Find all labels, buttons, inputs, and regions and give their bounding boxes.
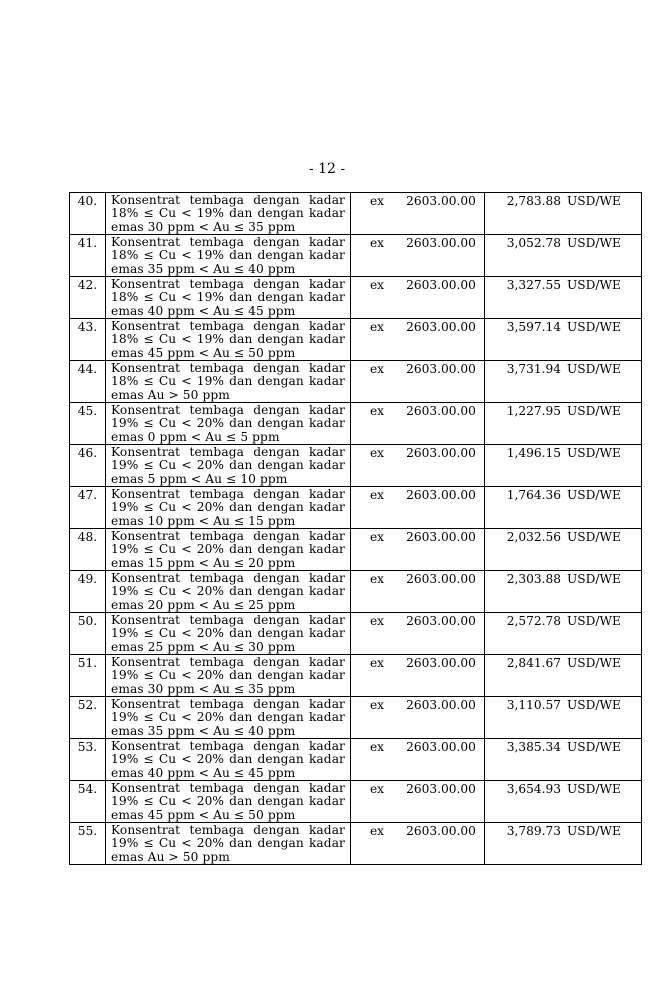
price-unit: USD/WE	[567, 236, 621, 250]
hs-code: 2603.00.00	[406, 824, 476, 838]
row-number: 50.	[70, 613, 106, 655]
price-unit: USD/WE	[567, 446, 621, 460]
ex-marker: ex	[369, 362, 385, 376]
price-value: 3,597.14	[506, 320, 561, 334]
table-row	[70, 571, 642, 613]
ex-marker: ex	[369, 320, 385, 334]
price-value: 3,731.94	[506, 362, 561, 376]
price-value: 2,303.88	[506, 572, 561, 586]
page-number: - 12 -	[308, 161, 346, 177]
table-row	[70, 193, 642, 235]
tariff-table	[69, 192, 642, 865]
row-number: 46.	[70, 445, 106, 487]
price-value: 1,496.15	[506, 446, 561, 460]
price-cell	[485, 529, 642, 571]
description-text: Konsentrat tembaga dengan kadar 19% ≤ Cu < 20% dan dengan kadar emas 35 ppm < Au ≤ 40 ppm	[111, 697, 345, 738]
price-value: 2,783.88	[506, 194, 561, 208]
ex-marker: ex	[369, 824, 385, 838]
description-text: Konsentrat tembaga dengan kadar 19% ≤ Cu < 20% dan dengan kadar emas 40 ppm < Au ≤ 45 ppm	[111, 739, 345, 780]
item-description	[106, 823, 351, 865]
ex-marker: ex	[369, 278, 385, 292]
table-row	[70, 487, 642, 529]
item-description	[106, 571, 351, 613]
description-text: Konsentrat tembaga dengan kadar 18% ≤ Cu < 19% dan dengan kadar emas 35 ppm < Au ≤ 40 ppm	[111, 235, 345, 276]
item-description	[106, 193, 351, 235]
price-cell	[485, 361, 642, 403]
item-description	[106, 277, 351, 319]
price-value: 2,032.56	[506, 530, 561, 544]
price-cell	[485, 571, 642, 613]
price-unit: USD/WE	[567, 572, 621, 586]
price-cell	[485, 487, 642, 529]
price-unit: USD/WE	[567, 362, 621, 376]
ex-marker: ex	[369, 530, 385, 544]
hs-code-cell	[351, 277, 485, 319]
hs-code-cell	[351, 613, 485, 655]
table-row	[70, 823, 642, 865]
hs-code-cell	[351, 655, 485, 697]
hs-code: 2603.00.00	[406, 614, 476, 628]
table-row	[70, 613, 642, 655]
hs-code: 2603.00.00	[406, 236, 476, 250]
description-text: Konsentrat tembaga dengan kadar 19% ≤ Cu < 20% dan dengan kadar emas 5 ppm < Au ≤ 10 ppm	[111, 445, 345, 486]
hs-code: 2603.00.00	[406, 488, 476, 502]
row-number: 43.	[70, 319, 106, 361]
hs-code-cell	[351, 571, 485, 613]
hs-code: 2603.00.00	[406, 362, 476, 376]
hs-code-cell	[351, 529, 485, 571]
price-value: 3,110.57	[506, 698, 561, 712]
description-text: Konsentrat tembaga dengan kadar 18% ≤ Cu < 19% dan dengan kadar emas Au > 50 ppm	[111, 361, 345, 402]
hs-code: 2603.00.00	[406, 194, 476, 208]
table-row	[70, 277, 642, 319]
price-cell	[485, 403, 642, 445]
price-cell	[485, 193, 642, 235]
price-value: 3,327.55	[506, 278, 561, 292]
description-text: Konsentrat tembaga dengan kadar 19% ≤ Cu < 20% dan dengan kadar emas 15 ppm < Au ≤ 20 ppm	[111, 529, 345, 570]
table-row	[70, 529, 642, 571]
price-value: 1,764.36	[506, 488, 561, 502]
price-value: 2,572.78	[506, 614, 561, 628]
price-value: 3,052.78	[506, 236, 561, 250]
ex-marker: ex	[369, 446, 385, 460]
row-number: 42.	[70, 277, 106, 319]
row-number: 41.	[70, 235, 106, 277]
hs-code-cell	[351, 487, 485, 529]
row-number: 47.	[70, 487, 106, 529]
item-description	[106, 739, 351, 781]
table-row	[70, 445, 642, 487]
hs-code-cell	[351, 823, 485, 865]
price-cell	[485, 697, 642, 739]
price-value: 2,841.67	[506, 656, 561, 670]
description-text: Konsentrat tembaga dengan kadar 19% ≤ Cu < 20% dan dengan kadar emas Au > 50 ppm	[111, 823, 345, 864]
ex-marker: ex	[369, 236, 385, 250]
table-row	[70, 361, 642, 403]
item-description	[106, 445, 351, 487]
item-description	[106, 697, 351, 739]
price-unit: USD/WE	[567, 530, 621, 544]
hs-code-cell	[351, 739, 485, 781]
ex-marker: ex	[369, 194, 385, 208]
hs-code: 2603.00.00	[406, 530, 476, 544]
price-unit: USD/WE	[567, 278, 621, 292]
item-description	[106, 613, 351, 655]
hs-code: 2603.00.00	[406, 698, 476, 712]
price-unit: USD/WE	[567, 194, 621, 208]
item-description	[106, 529, 351, 571]
price-cell	[485, 319, 642, 361]
hs-code-cell	[351, 193, 485, 235]
hs-code-cell	[351, 361, 485, 403]
hs-code-cell	[351, 697, 485, 739]
table-row	[70, 655, 642, 697]
ex-marker: ex	[369, 614, 385, 628]
table-row	[70, 319, 642, 361]
ex-marker: ex	[369, 488, 385, 502]
price-cell	[485, 823, 642, 865]
row-number: 40.	[70, 193, 106, 235]
description-text: Konsentrat tembaga dengan kadar 19% ≤ Cu < 20% dan dengan kadar emas 0 ppm < Au ≤ 5 ppm	[111, 403, 345, 444]
hs-code: 2603.00.00	[406, 320, 476, 334]
item-description	[106, 319, 351, 361]
tariff-table-body	[70, 193, 642, 865]
hs-code-cell	[351, 781, 485, 823]
price-cell	[485, 655, 642, 697]
price-unit: USD/WE	[567, 740, 621, 754]
description-text: Konsentrat tembaga dengan kadar 19% ≤ Cu < 20% dan dengan kadar emas 30 ppm < Au ≤ 35 ppm	[111, 655, 345, 696]
description-text: Konsentrat tembaga dengan kadar 18% ≤ Cu < 19% dan dengan kadar emas 40 ppm < Au ≤ 45 ppm	[111, 277, 345, 318]
table-row	[70, 781, 642, 823]
price-value: 3,654.93	[506, 782, 561, 796]
description-text: Konsentrat tembaga dengan kadar 19% ≤ Cu < 20% dan dengan kadar emas 10 ppm < Au ≤ 15 ppm	[111, 487, 345, 528]
description-text: Konsentrat tembaga dengan kadar 19% ≤ Cu < 20% dan dengan kadar emas 20 ppm < Au ≤ 25 ppm	[111, 571, 345, 612]
row-number: 51.	[70, 655, 106, 697]
ex-marker: ex	[369, 572, 385, 586]
description-text: Konsentrat tembaga dengan kadar 19% ≤ Cu < 20% dan dengan kadar emas 45 ppm < Au ≤ 50 ppm	[111, 781, 345, 822]
price-unit: USD/WE	[567, 488, 621, 502]
description-text: Konsentrat tembaga dengan kadar 18% ≤ Cu < 19% dan dengan kadar emas 30 ppm < Au ≤ 35 ppm	[111, 193, 345, 234]
price-unit: USD/WE	[567, 824, 621, 838]
row-number: 49.	[70, 571, 106, 613]
item-description	[106, 403, 351, 445]
hs-code: 2603.00.00	[406, 446, 476, 460]
hs-code: 2603.00.00	[406, 656, 476, 670]
description-text: Konsentrat tembaga dengan kadar 19% ≤ Cu < 20% dan dengan kadar emas 25 ppm < Au ≤ 30 ppm	[111, 613, 345, 654]
price-cell	[485, 235, 642, 277]
hs-code: 2603.00.00	[406, 782, 476, 796]
price-unit: USD/WE	[567, 782, 621, 796]
table-row	[70, 697, 642, 739]
table-row	[70, 739, 642, 781]
hs-code: 2603.00.00	[406, 278, 476, 292]
hs-code: 2603.00.00	[406, 740, 476, 754]
price-unit: USD/WE	[567, 404, 621, 418]
hs-code-cell	[351, 403, 485, 445]
item-description	[106, 487, 351, 529]
hs-code-cell	[351, 235, 485, 277]
price-unit: USD/WE	[567, 320, 621, 334]
hs-code: 2603.00.00	[406, 404, 476, 418]
price-unit: USD/WE	[567, 614, 621, 628]
row-number: 45.	[70, 403, 106, 445]
hs-code: 2603.00.00	[406, 572, 476, 586]
item-description	[106, 235, 351, 277]
price-unit: USD/WE	[567, 656, 621, 670]
price-cell	[485, 739, 642, 781]
row-number: 52.	[70, 697, 106, 739]
price-cell	[485, 781, 642, 823]
price-value: 3,789.73	[506, 824, 561, 838]
item-description	[106, 655, 351, 697]
item-description	[106, 361, 351, 403]
price-value: 1,227.95	[506, 404, 561, 418]
ex-marker: ex	[369, 782, 385, 796]
row-number: 53.	[70, 739, 106, 781]
row-number: 44.	[70, 361, 106, 403]
item-description	[106, 781, 351, 823]
row-number: 55.	[70, 823, 106, 865]
price-cell	[485, 277, 642, 319]
price-value: 3,385.34	[506, 740, 561, 754]
table-row	[70, 235, 642, 277]
ex-marker: ex	[369, 404, 385, 418]
hs-code-cell	[351, 445, 485, 487]
hs-code-cell	[351, 319, 485, 361]
ex-marker: ex	[369, 698, 385, 712]
price-cell	[485, 613, 642, 655]
price-cell	[485, 445, 642, 487]
price-unit: USD/WE	[567, 698, 621, 712]
ex-marker: ex	[369, 656, 385, 670]
description-text: Konsentrat tembaga dengan kadar 18% ≤ Cu < 19% dan dengan kadar emas 45 ppm < Au ≤ 50 ppm	[111, 319, 345, 360]
ex-marker: ex	[369, 740, 385, 754]
row-number: 54.	[70, 781, 106, 823]
table-row	[70, 403, 642, 445]
row-number: 48.	[70, 529, 106, 571]
